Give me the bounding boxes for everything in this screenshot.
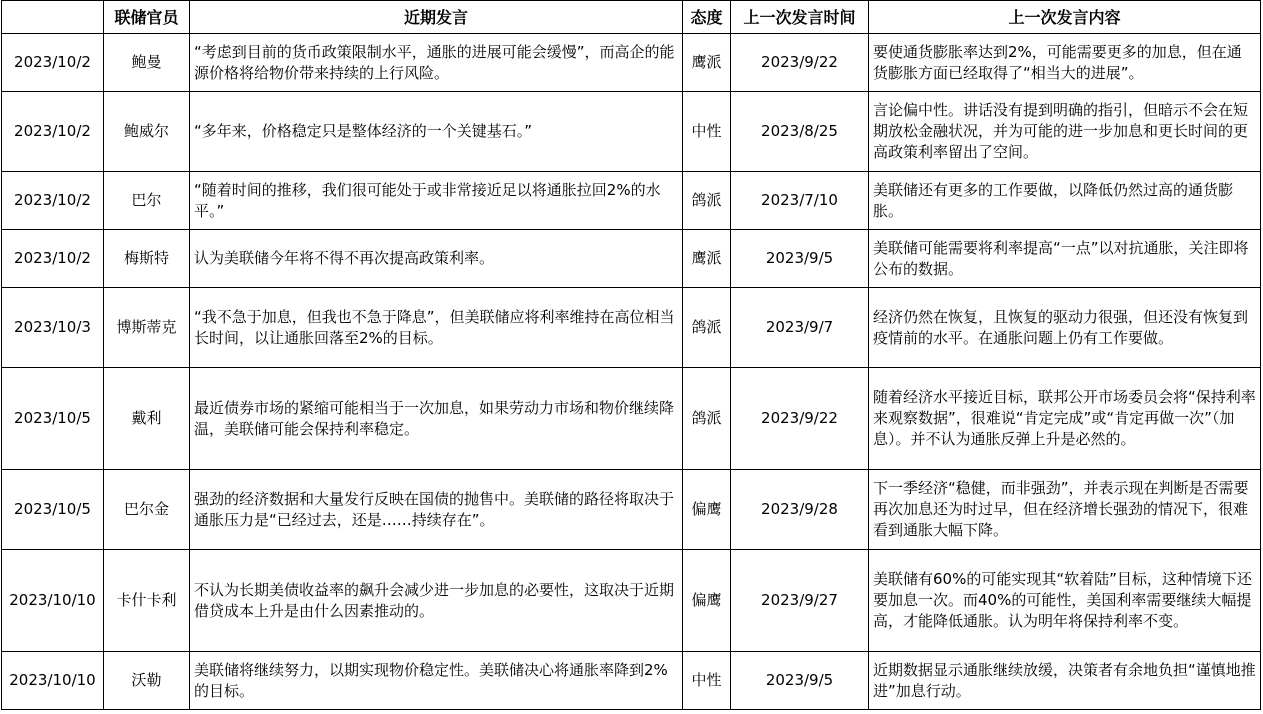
table-row bbox=[2, 172, 1261, 230]
date-cell: 2023/10/3 bbox=[2, 288, 104, 368]
last-content-cell: 美联储还有更多的工作要做，以降低仍然过高的通货膨胀。 bbox=[869, 172, 1261, 230]
date-cell: 2023/10/5 bbox=[2, 470, 104, 550]
recent-remarks-cell: “我不急于加息，但我也不急于降息”，但美联储应将利率维持在高位相当长时间，以让通胀回落至2%的目标。 bbox=[190, 288, 683, 368]
table-row bbox=[2, 288, 1261, 368]
date-cell: 2023/10/5 bbox=[2, 368, 104, 470]
recent-remarks-cell: 最近债券市场的紧缩可能相当于一次加息，如果劳动力市场和物价继续降温，美联储可能会保持利率稳定。 bbox=[190, 368, 683, 470]
last-content-cell: 言论偏中性。讲话没有提到明确的指引，但暗示不会在短期放松金融状况，并为可能的进一步加息和更长时间的更高政策利率留出了空间。 bbox=[869, 92, 1261, 172]
recent-remarks-cell: “多年来，价格稳定只是整体经济的一个关键基石。” bbox=[190, 92, 683, 172]
header-stance: 态度 bbox=[683, 1, 731, 34]
official-cell: 博斯蒂克 bbox=[104, 288, 190, 368]
stance-cell: 鹰派 bbox=[683, 230, 731, 288]
recent-remarks-cell: 强劲的经济数据和大量发行反映在国债的抛售中。美联储的路径将取决于通胀压力是“已经过去，还是……持续存在”。 bbox=[190, 470, 683, 550]
table-row bbox=[2, 230, 1261, 288]
table-row bbox=[2, 34, 1261, 92]
table-row bbox=[2, 368, 1261, 470]
last-time-cell: 2023/9/5 bbox=[731, 230, 869, 288]
last-time-cell: 2023/9/7 bbox=[731, 288, 869, 368]
official-cell: 鲍曼 bbox=[104, 34, 190, 92]
last-content-cell: 经济仍然在恢复，且恢复的驱动力很强，但还没有恢复到疫情前的水平。在通胀问题上仍有工作要做。 bbox=[869, 288, 1261, 368]
last-time-cell: 2023/7/10 bbox=[731, 172, 869, 230]
last-content-cell: 随着经济水平接近目标，联邦公开市场委员会将“保持利率来观察数据”，很难说“肯定完成”或“肯定再做一次”（加息）。并不认为通胀反弹上升是必然的。 bbox=[869, 368, 1261, 470]
header-recent-remarks: 近期发言 bbox=[190, 1, 683, 34]
official-cell: 巴尔金 bbox=[104, 470, 190, 550]
stance-cell: 中性 bbox=[683, 92, 731, 172]
last-time-cell: 2023/9/5 bbox=[731, 652, 869, 710]
header-date bbox=[2, 1, 104, 34]
table-row bbox=[2, 92, 1261, 172]
last-content-cell: 下一季经济“稳健，而非强劲”，并表示现在判断是否需要再次加息还为时过早，但在经济增长强劲的情况下，很难看到通胀大幅下降。 bbox=[869, 470, 1261, 550]
date-cell: 2023/10/2 bbox=[2, 34, 104, 92]
last-time-cell: 2023/9/22 bbox=[731, 34, 869, 92]
official-cell: 卡什卡利 bbox=[104, 550, 190, 652]
last-time-cell: 2023/9/27 bbox=[731, 550, 869, 652]
recent-remarks-cell: 认为美联储今年将不得不再次提高政策利率。 bbox=[190, 230, 683, 288]
last-time-cell: 2023/9/22 bbox=[731, 368, 869, 470]
last-content-cell: 美联储有60%的可能实现其“软着陆”目标，这种情境下还要加息一次。而40%的可能性，美国利率需要继续大幅提高，才能降低通胀。认为明年将保持利率不变。 bbox=[869, 550, 1261, 652]
date-cell: 2023/10/10 bbox=[2, 652, 104, 710]
stance-cell: 偏鹰 bbox=[683, 550, 731, 652]
last-time-cell: 2023/9/28 bbox=[731, 470, 869, 550]
official-cell: 鲍威尔 bbox=[104, 92, 190, 172]
fed-officials-table bbox=[1, 0, 1261, 710]
official-cell: 梅斯特 bbox=[104, 230, 190, 288]
header-official: 联储官员 bbox=[104, 1, 190, 34]
official-cell: 戴利 bbox=[104, 368, 190, 470]
header-row bbox=[2, 1, 1261, 34]
table-row bbox=[2, 470, 1261, 550]
recent-remarks-cell: “考虑到目前的货币政策限制水平，通胀的进展可能会缓慢”，而高企的能源价格将给物价带来持续的上行风险。 bbox=[190, 34, 683, 92]
official-cell: 巴尔 bbox=[104, 172, 190, 230]
stance-cell: 中性 bbox=[683, 652, 731, 710]
stance-cell: 鸽派 bbox=[683, 172, 731, 230]
date-cell: 2023/10/2 bbox=[2, 92, 104, 172]
recent-remarks-cell: “随着时间的推移，我们很可能处于或非常接近足以将通胀拉回2%的水平。” bbox=[190, 172, 683, 230]
stance-cell: 偏鹰 bbox=[683, 470, 731, 550]
stance-cell: 鸽派 bbox=[683, 368, 731, 470]
last-content-cell: 要使通货膨胀率达到2%，可能需要更多的加息，但在通货膨胀方面已经取得了“相当大的进展”。 bbox=[869, 34, 1261, 92]
last-time-cell: 2023/8/25 bbox=[731, 92, 869, 172]
official-cell: 沃勒 bbox=[104, 652, 190, 710]
header-last-time: 上一次发言时间 bbox=[731, 1, 869, 34]
recent-remarks-cell: 不认为长期美债收益率的飙升会减少进一步加息的必要性，这取决于近期借贷成本上升是由什么因素推动的。 bbox=[190, 550, 683, 652]
date-cell: 2023/10/10 bbox=[2, 550, 104, 652]
date-cell: 2023/10/2 bbox=[2, 230, 104, 288]
date-cell: 2023/10/2 bbox=[2, 172, 104, 230]
table-row bbox=[2, 550, 1261, 652]
header-last-content: 上一次发言内容 bbox=[869, 1, 1261, 34]
last-content-cell: 美联储可能需要将利率提高“一点”以对抗通胀，关注即将公布的数据。 bbox=[869, 230, 1261, 288]
stance-cell: 鹰派 bbox=[683, 34, 731, 92]
stance-cell: 鸽派 bbox=[683, 288, 731, 368]
last-content-cell: 近期数据显示通胀继续放缓，决策者有余地负担“谨慎地推进”加息行动。 bbox=[869, 652, 1261, 710]
recent-remarks-cell: 美联储将继续努力，以期实现物价稳定性。美联储决心将通胀率降到2%的目标。 bbox=[190, 652, 683, 710]
table-row bbox=[2, 652, 1261, 710]
